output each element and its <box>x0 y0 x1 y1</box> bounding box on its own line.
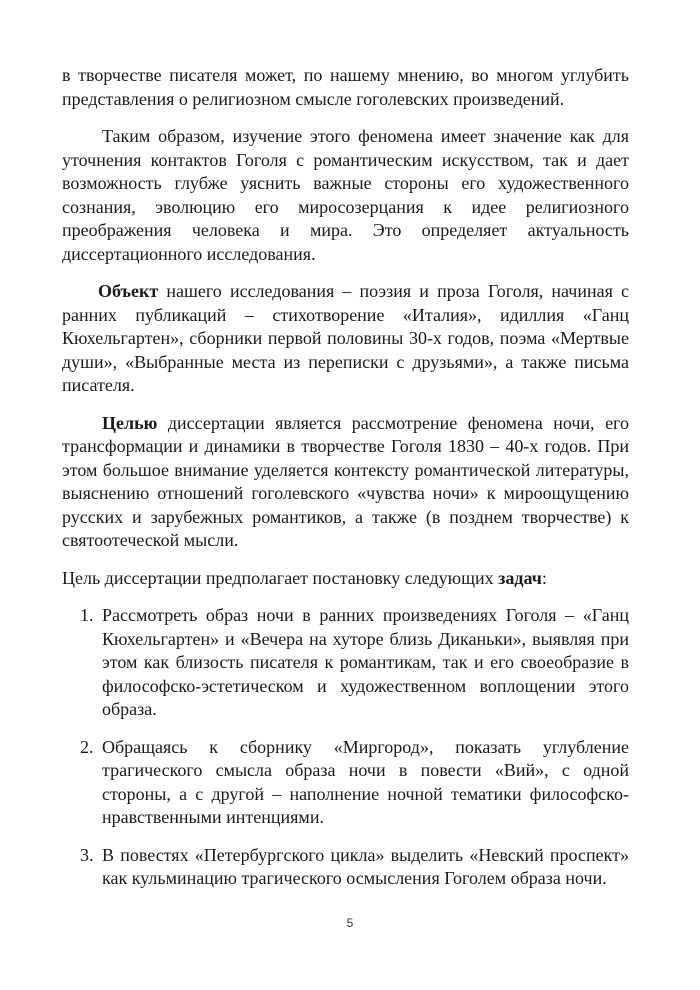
paragraph-relevance <box>62 125 629 266</box>
paragraph-text: Таким образом, изучение этого феномена имеет значение как для уточнения контактов Гоголя с романтическим искусством, так и дает возможность глубже уяснить важные стороны его художественного сознания, эволюцию его миросозерцания к идее религиозного преображения человека и мира. Это определяет актуальность диссертационного исследования. <box>62 126 629 264</box>
tasks-list <box>62 604 629 891</box>
list-item <box>62 604 629 722</box>
goal-term: Целью <box>102 412 158 433</box>
list-item-text: Рассмотреть образ ночи в ранних произведениях Гоголя – «Ганц Кюхельгартен» и «Вечера на хуторе близь Диканьки», выявляя при этом как близость писателя к романтикам, так и его своеобразие в философско-эстетическом и художественном воплощении этого образа. <box>102 605 629 719</box>
tasks-term: задач <box>498 567 542 588</box>
list-item <box>62 844 629 891</box>
list-item-number: 1. <box>80 605 94 625</box>
paragraph-text: нашего исследования – поэзия и проза Гоголя, начиная с ранних публикаций – стихотворение «Италия», идиллия «Ганц Кюхельгартен», сборники первой половины 30-х годов, поэма «Мертвые души», «Выбранные места из переписки с друзьями», а также письма писателя. <box>62 281 629 395</box>
paragraph-text: Цель диссертации предполагает постановку следующих <box>62 567 499 588</box>
paragraph-tasks-intro <box>62 567 629 591</box>
paragraph-object <box>62 280 629 398</box>
paragraph-goal <box>62 412 629 553</box>
document-body <box>62 64 629 905</box>
paragraph-continuation <box>62 64 629 111</box>
list-item-number: 3. <box>80 844 94 865</box>
list-item-text: В повестях «Петербургского цикла» выделить «Невский проспект» как кульминацию трагического осмысления Гоголем образа ночи. <box>102 844 629 888</box>
object-term: Объект <box>98 281 159 301</box>
paragraph-text: диссертации является рассмотрение феномена ночи, его трансформации и динамики в творчестве Гоголя 1830 – 40-х годов. При этом большое внимание уделяется контексту романтической литературы, выяснению отношений гоголевского «чувства ночи» к мироощущению русских и зарубежных романтиков, а также (в позднем творчестве) к святоотеческой мысли. <box>62 412 629 550</box>
paragraph-punctuation: : <box>541 567 547 588</box>
paragraph-text: в творчестве писателя может, по нашему мнению, во многом углубить представления о религиозном смысле гоголевских произведений. <box>62 65 629 109</box>
page-number: 5 <box>346 916 354 930</box>
list-item-number: 2. <box>80 736 94 757</box>
list-item-text: Обращаясь к сборнику «Миргород», показать углубление трагического смысла образа ночи в повести «Вий», с одной стороны, а с другой – наполнение ночной тематики философско-нравственными интенциями. <box>102 736 629 827</box>
list-item <box>62 736 629 830</box>
